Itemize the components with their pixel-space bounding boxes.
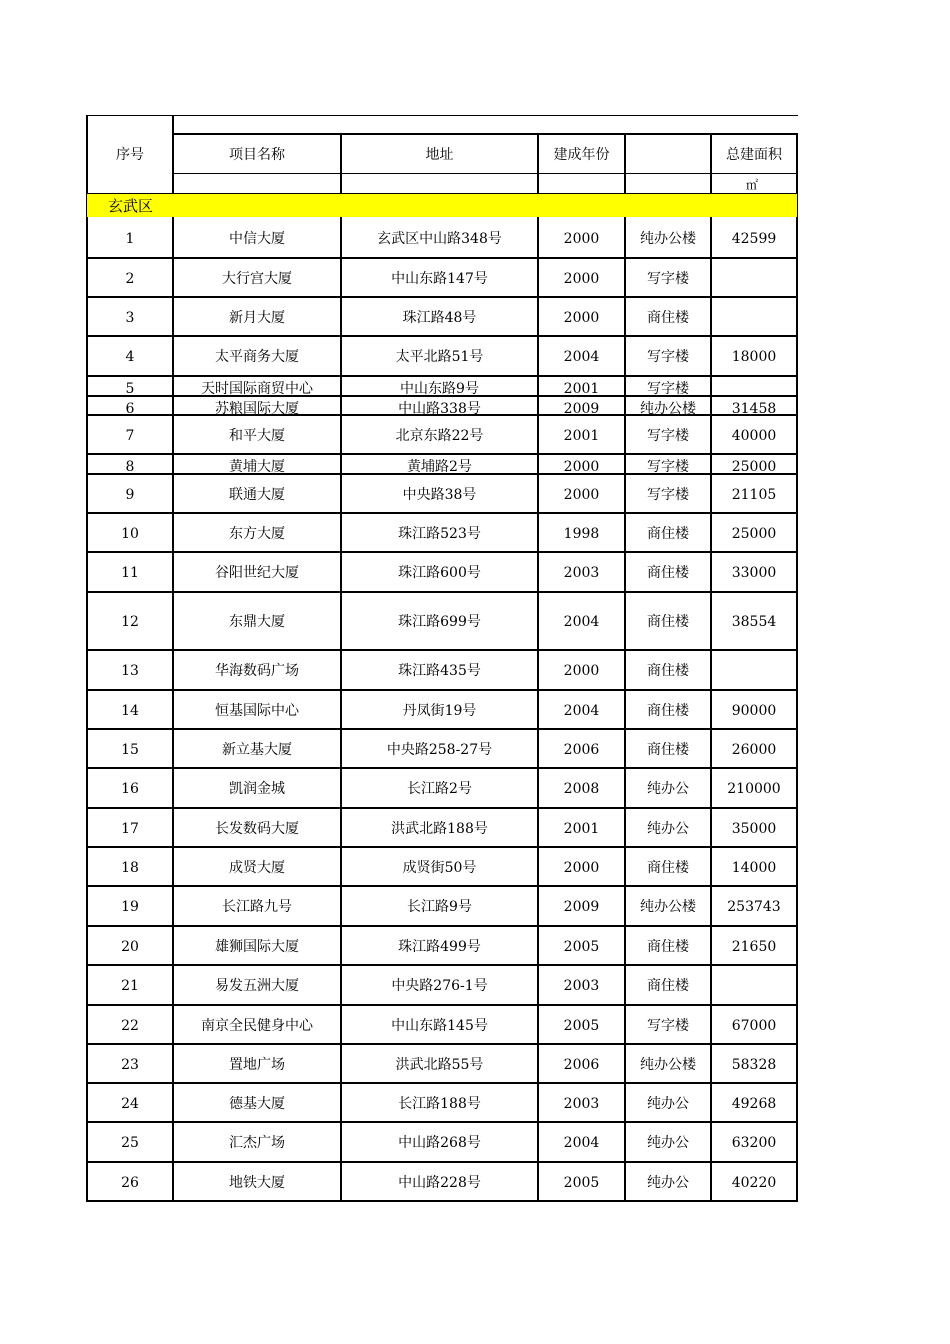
row-4-area-cell: 18000 [731, 349, 777, 365]
row-16-area-cell: 210000 [727, 781, 781, 797]
row-11-no-cell: 11 [121, 565, 139, 581]
row-25-area-cell: 63200 [731, 1135, 777, 1151]
row-1-year-cell: 2000 [563, 230, 600, 247]
row-1-addr-cell: 玄武区中山路348号 [377, 230, 502, 247]
row-9-addr-cell: 中央路38号 [402, 486, 477, 503]
row-8-type-cell: 写字楼 [647, 459, 689, 474]
row-19-type-cell: 纯办公楼 [640, 899, 696, 915]
row-23-area-cell: 58328 [731, 1056, 777, 1073]
header-col-year: 建成年份 [553, 146, 610, 163]
row-4-year-cell: 2004 [563, 349, 600, 365]
row-20-name-cell: 雄狮国际大厦 [215, 938, 299, 955]
row-17-addr-cell: 洪武北路188号 [391, 820, 488, 837]
row-6-no-cell: 6 [125, 400, 135, 415]
row-19-year-cell: 2009 [563, 899, 600, 915]
row-13-area-cell [711, 650, 797, 690]
row-16-name-cell: 凯润金城 [229, 781, 285, 797]
row-7-no-cell: 7 [125, 427, 135, 444]
row-16-year-cell: 2008 [563, 781, 600, 797]
row-11-area-cell: 33000 [731, 565, 777, 581]
row-19-addr-cell: 长江路9号 [407, 899, 472, 915]
row-22-addr-cell: 中山东路145号 [391, 1017, 488, 1034]
row-23-year-cell: 2006 [563, 1056, 600, 1073]
row-18-area-cell: 14000 [731, 859, 777, 876]
row-19-no-cell: 19 [121, 899, 139, 915]
row-24-no-cell: 24 [121, 1095, 139, 1112]
row-26-year-cell: 2005 [563, 1174, 600, 1191]
row-3-name-cell: 新月大厦 [229, 309, 285, 326]
row-16-addr-cell: 长江路2号 [407, 781, 472, 797]
row-13-year-cell: 2000 [563, 663, 600, 679]
row-12-no-cell: 12 [121, 614, 139, 630]
row-20-addr-cell: 珠江路499号 [398, 938, 481, 955]
row-2-year-cell: 2000 [563, 270, 600, 287]
header-col-area: 总建面积 [726, 146, 782, 163]
row-14-type-cell: 商住楼 [647, 702, 689, 719]
row-21-no-cell: 21 [121, 978, 139, 994]
row-2-no-cell: 2 [125, 270, 135, 287]
row-10-type-cell: 商住楼 [647, 525, 689, 542]
row-12-area-cell: 38554 [731, 614, 777, 630]
row-1-area-cell: 42599 [731, 230, 777, 247]
row-6-addr-cell: 中山路338号 [398, 400, 481, 415]
row-9-name-cell: 联通大厦 [229, 486, 285, 503]
row-18-no-cell: 18 [121, 859, 139, 876]
row-5-year-cell: 2001 [563, 381, 600, 396]
row-25-name-cell: 汇杰广场 [229, 1135, 285, 1151]
row-13-addr-cell: 珠江路435号 [398, 663, 481, 679]
row-26-addr-cell: 中山路228号 [398, 1174, 481, 1191]
row-13-type-cell: 商住楼 [647, 663, 689, 679]
row-1-type-cell: 纯办公楼 [640, 230, 696, 247]
row-14-addr-cell: 丹凤街19号 [402, 702, 477, 719]
row-17-name-cell: 长发数码大厦 [215, 820, 299, 837]
row-2-name-cell: 大行宫大厦 [222, 270, 292, 287]
row-6-area-cell: 31458 [731, 400, 777, 415]
row-14-area-cell: 90000 [731, 702, 777, 719]
row-17-area-cell: 35000 [731, 820, 777, 837]
row-15-addr-cell: 中央路258-27号 [386, 741, 493, 758]
row-7-area-cell: 40000 [731, 427, 777, 444]
row-3-addr-cell: 珠江路48号 [402, 309, 477, 326]
row-11-addr-cell: 珠江路600号 [398, 565, 481, 581]
row-24-area-cell: 49268 [731, 1095, 777, 1112]
row-15-name-cell: 新立基大厦 [222, 741, 292, 758]
district-label: 玄武区 [108, 197, 154, 215]
row-25-type-cell: 纯办公 [647, 1135, 689, 1151]
row-23-addr-cell: 洪武北路55号 [395, 1056, 484, 1073]
row-14-no-cell: 14 [121, 702, 139, 719]
row-26-name-cell: 地铁大厦 [229, 1174, 285, 1191]
row-7-type-cell: 写字楼 [647, 427, 689, 444]
row-22-year-cell: 2005 [563, 1017, 600, 1034]
row-19-name-cell: 长江路九号 [222, 899, 292, 915]
row-18-type-cell: 商住楼 [647, 859, 689, 876]
row-22-name-cell: 南京全民健身中心 [201, 1017, 313, 1034]
row-18-year-cell: 2000 [563, 859, 600, 876]
row-1-no-cell: 1 [125, 230, 135, 247]
row-6-year-cell: 2009 [563, 400, 600, 415]
row-11-year-cell: 2003 [563, 565, 600, 581]
row-4-type-cell: 写字楼 [647, 349, 689, 365]
row-10-year-cell: 1998 [563, 525, 600, 542]
row-7-year-cell: 2001 [563, 427, 600, 444]
row-24-addr-cell: 长江路188号 [398, 1095, 481, 1112]
row-16-no-cell: 16 [121, 781, 139, 797]
row-15-year-cell: 2006 [563, 741, 600, 758]
row-8-area-cell: 25000 [731, 459, 777, 474]
row-8-no-cell: 8 [125, 459, 135, 474]
row-14-name-cell: 恒基国际中心 [215, 702, 299, 719]
header-col-type [625, 135, 711, 174]
row-8-addr-cell: 黄埔路2号 [407, 459, 472, 474]
row-21-year-cell: 2003 [563, 978, 600, 994]
row-22-area-cell: 67000 [731, 1017, 777, 1034]
row-15-type-cell: 商住楼 [647, 741, 689, 758]
row-23-name-cell: 置地广场 [229, 1056, 285, 1073]
row-13-no-cell: 13 [121, 663, 139, 679]
row-19-area-cell: 253743 [727, 899, 781, 915]
row-21-type-cell: 商住楼 [647, 978, 689, 994]
row-12-type-cell: 商住楼 [647, 614, 689, 630]
row-22-type-cell: 写字楼 [647, 1017, 689, 1034]
header-col-addr: 地址 [425, 146, 454, 163]
row-26-area-cell: 40220 [731, 1174, 777, 1191]
row-7-addr-cell: 北京东路22号 [395, 427, 484, 444]
row-5-name-cell: 天时国际商贸中心 [201, 381, 313, 396]
header-col-no: 序号 [116, 147, 144, 163]
row-17-no-cell: 17 [121, 820, 139, 837]
row-23-no-cell: 23 [121, 1056, 139, 1073]
row-25-no-cell: 25 [121, 1135, 139, 1151]
row-9-type-cell: 写字楼 [647, 486, 689, 503]
row-9-area-cell: 21105 [731, 486, 777, 503]
row-4-addr-cell: 太平北路51号 [395, 349, 484, 365]
row-13-name-cell: 华海数码广场 [215, 663, 299, 679]
row-24-year-cell: 2003 [563, 1095, 600, 1112]
row-20-no-cell: 20 [121, 938, 139, 955]
row-18-name-cell: 成贤大厦 [229, 859, 285, 876]
row-24-type-cell: 纯办公 [647, 1095, 689, 1112]
row-22-no-cell: 22 [121, 1017, 139, 1034]
row-18-addr-cell: 成贤街50号 [402, 859, 477, 876]
row-24-name-cell: 德基大厦 [229, 1095, 285, 1112]
row-21-name-cell: 易发五洲大厦 [215, 978, 299, 994]
row-8-year-cell: 2000 [563, 459, 600, 474]
grid-line-top [87, 115, 798, 116]
row-10-addr-cell: 珠江路523号 [398, 525, 481, 542]
row-3-type-cell: 商住楼 [647, 309, 689, 326]
row-2-type-cell: 写字楼 [647, 270, 689, 287]
district-row-highlight [87, 194, 797, 217]
row-3-year-cell: 2000 [563, 309, 600, 326]
area-unit-label: ㎡ [746, 178, 759, 192]
row-9-year-cell: 2000 [563, 486, 600, 503]
row-10-no-cell: 10 [121, 525, 139, 542]
row-26-no-cell: 26 [121, 1174, 139, 1191]
row-14-year-cell: 2004 [563, 702, 600, 719]
row-20-year-cell: 2005 [563, 938, 600, 955]
row-12-year-cell: 2004 [563, 614, 600, 630]
row-12-addr-cell: 珠江路699号 [398, 614, 481, 630]
row-9-no-cell: 9 [125, 486, 135, 503]
row-5-addr-cell: 中山东路9号 [400, 381, 479, 396]
row-7-name-cell: 和平大厦 [229, 427, 285, 444]
row-3-no-cell: 3 [125, 309, 135, 326]
row-21-addr-cell: 中央路276-1号 [391, 978, 488, 994]
row-10-area-cell: 25000 [731, 525, 777, 542]
row-15-no-cell: 15 [121, 741, 139, 758]
row-10-name-cell: 东方大厦 [229, 525, 285, 542]
row-21-area-cell [711, 965, 797, 1005]
row-11-name-cell: 谷阳世纪大厦 [215, 565, 299, 581]
row-4-name-cell: 太平商务大厦 [215, 349, 299, 365]
row-20-type-cell: 商住楼 [647, 938, 689, 955]
row-5-area-cell [711, 376, 797, 396]
row-25-addr-cell: 中山路268号 [398, 1135, 481, 1151]
row-2-area-cell [711, 258, 797, 297]
row-2-addr-cell: 中山东路147号 [391, 270, 488, 287]
row-20-area-cell: 21650 [731, 938, 777, 955]
row-6-type-cell: 纯办公楼 [640, 400, 696, 415]
header-col-name: 项目名称 [229, 146, 285, 163]
row-12-name-cell: 东鼎大厦 [229, 614, 285, 630]
row-1-name-cell: 中信大厦 [229, 230, 285, 247]
row-5-type-cell: 写字楼 [647, 381, 689, 396]
row-11-type-cell: 商住楼 [647, 565, 689, 581]
row-26-type-cell: 纯办公 [647, 1174, 689, 1191]
row-6-name-cell: 苏粮国际大厦 [215, 400, 299, 415]
row-8-name-cell: 黄埔大厦 [229, 459, 285, 474]
row-23-type-cell: 纯办公楼 [640, 1056, 696, 1073]
row-3-area-cell [711, 297, 797, 336]
row-15-area-cell: 26000 [731, 741, 777, 758]
row-17-type-cell: 纯办公 [647, 820, 689, 837]
row-5-no-cell: 5 [125, 381, 135, 396]
row-16-type-cell: 纯办公 [647, 781, 689, 797]
row-25-year-cell: 2004 [563, 1135, 600, 1151]
row-4-no-cell: 4 [125, 349, 135, 365]
row-17-year-cell: 2001 [563, 820, 600, 837]
